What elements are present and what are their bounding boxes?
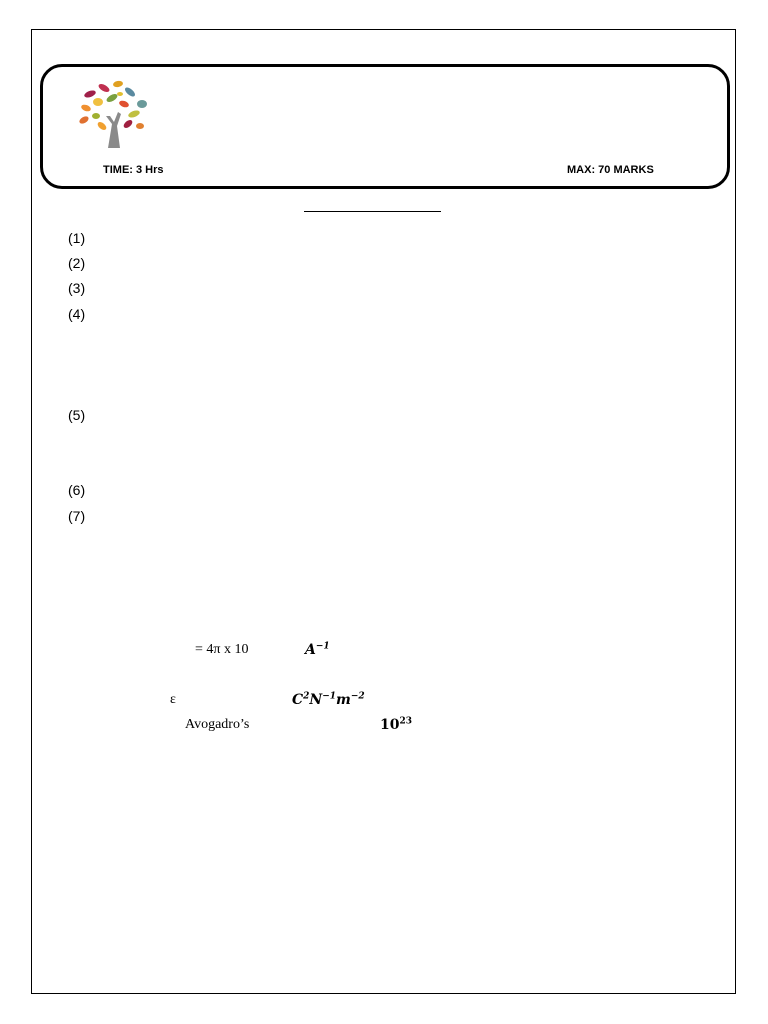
- permeability-unit: $A^{-1}$: [305, 641, 330, 658]
- max-marks-label: MAX: 70 MARKS: [567, 164, 654, 176]
- time-label: TIME: 3 Hrs: [103, 164, 164, 176]
- avogadro-exponent: $10^{23}$: [380, 716, 413, 733]
- title-underline: [304, 211, 441, 212]
- question-number: (1): [68, 230, 86, 246]
- epsilon-symbol: ε: [170, 692, 176, 707]
- question-number: (5): [68, 407, 86, 423]
- permittivity-unit: $C^2N^{-1}m^{-2}$: [292, 691, 365, 708]
- question-number: (3): [68, 280, 86, 296]
- question-number: (6): [68, 482, 86, 498]
- tree-logo-icon: [76, 74, 152, 150]
- question-number: (4): [68, 306, 86, 322]
- avogadro-label: Avogadro’s: [185, 717, 250, 732]
- question-number: (7): [68, 508, 86, 524]
- permeability-value: = 4π x 10: [195, 642, 249, 657]
- question-number: (2): [68, 255, 86, 271]
